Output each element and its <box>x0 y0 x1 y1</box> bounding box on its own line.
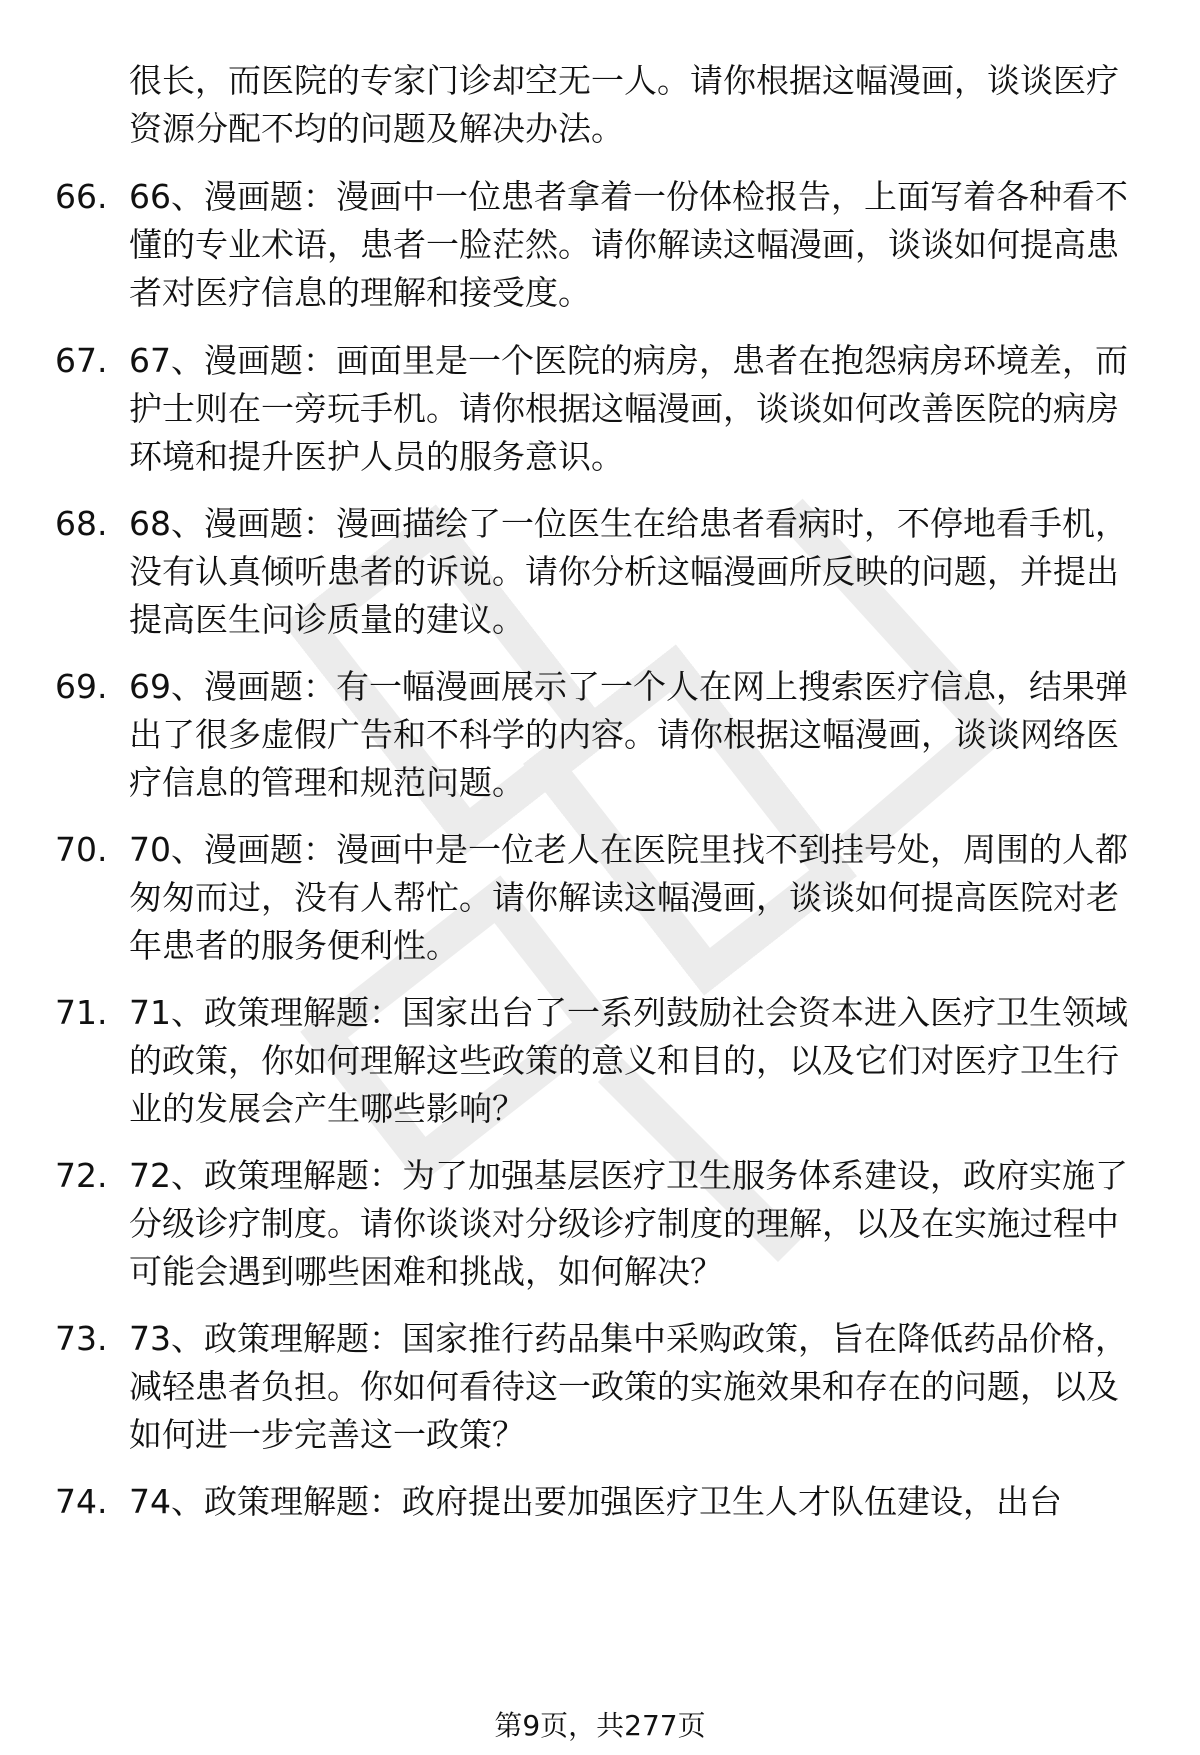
item-number: 68. <box>55 504 108 543</box>
item-number: 70. <box>55 830 108 869</box>
item-text: 66、漫画题：漫画中一位患者拿着一份体检报告，上面写着各种看不懂的专业术语，患者一脸茫然。请你解读这幅漫画，谈谈如何提高患者对医疗信息的理解和接受度。 <box>129 177 1128 312</box>
page-footer: 第9页，共277页 <box>494 1709 706 1742</box>
item-text: 72、政策理解题：为了加强基层医疗卫生服务体系建设，政府实施了分级诊疗制度。请你谈谈对分级诊疗制度的理解，以及在实施过程中可能会遇到哪些困难和挑战，如何解决？ <box>129 1156 1128 1291</box>
item-text: 69、漫画题：有一幅漫画展示了一个人在网上搜索医疗信息，结果弹出了很多虚假广告和不科学的内容。请你根据这幅漫画，谈谈网络医疗信息的管理和规范问题。 <box>129 667 1128 802</box>
item-text: 71、政策理解题：国家出台了一系列鼓励社会资本进入医疗卫生领域的政策，你如何理解这些政策的意义和目的，以及它们对医疗卫生行业的发展会产生哪些影响？ <box>129 993 1128 1128</box>
item-number: 74. <box>55 1482 108 1521</box>
item-number: 67. <box>55 341 108 380</box>
item-number: 69. <box>55 667 108 706</box>
item-number: 73. <box>55 1319 108 1358</box>
item-number: 72. <box>55 1156 108 1195</box>
item-text: 68、漫画题：漫画描绘了一位医生在给患者看病时，不停地看手机，没有认真倾听患者的诉说。请你分析这幅漫画所反映的问题，并提出提高医生问诊质量的建议。 <box>129 504 1128 639</box>
item-text: 74、政策理解题：政府提出要加强医疗卫生人才队伍建设，出台 <box>129 1482 1062 1521</box>
item-text: 73、政策理解题：国家推行药品集中采购政策，旨在降低药品价格，减轻患者负担。你如何看待这一政策的实施效果和存在的问题，以及如何进一步完善这一政策？ <box>129 1319 1128 1454</box>
item-number: 71. <box>55 993 108 1032</box>
continuation-paragraph: 很长，而医院的专家门诊却空无一人。请你根据这幅漫画，谈谈医疗资源分配不均的问题及解决办法。 <box>129 61 1119 148</box>
item-text: 67、漫画题：画面里是一个医院的病房，患者在抱怨病房环境差，而护士则在一旁玩手机。请你根据这幅漫画，谈谈如何改善医院的病房环境和提升医护人员的服务意识。 <box>129 341 1128 476</box>
item-text: 70、漫画题：漫画中是一位老人在医院里找不到挂号处，周围的人都匆匆而过，没有人帮忙。请你解读这幅漫画，谈谈如何提高医院对老年患者的服务便利性。 <box>129 830 1128 965</box>
item-number: 66. <box>55 177 108 216</box>
